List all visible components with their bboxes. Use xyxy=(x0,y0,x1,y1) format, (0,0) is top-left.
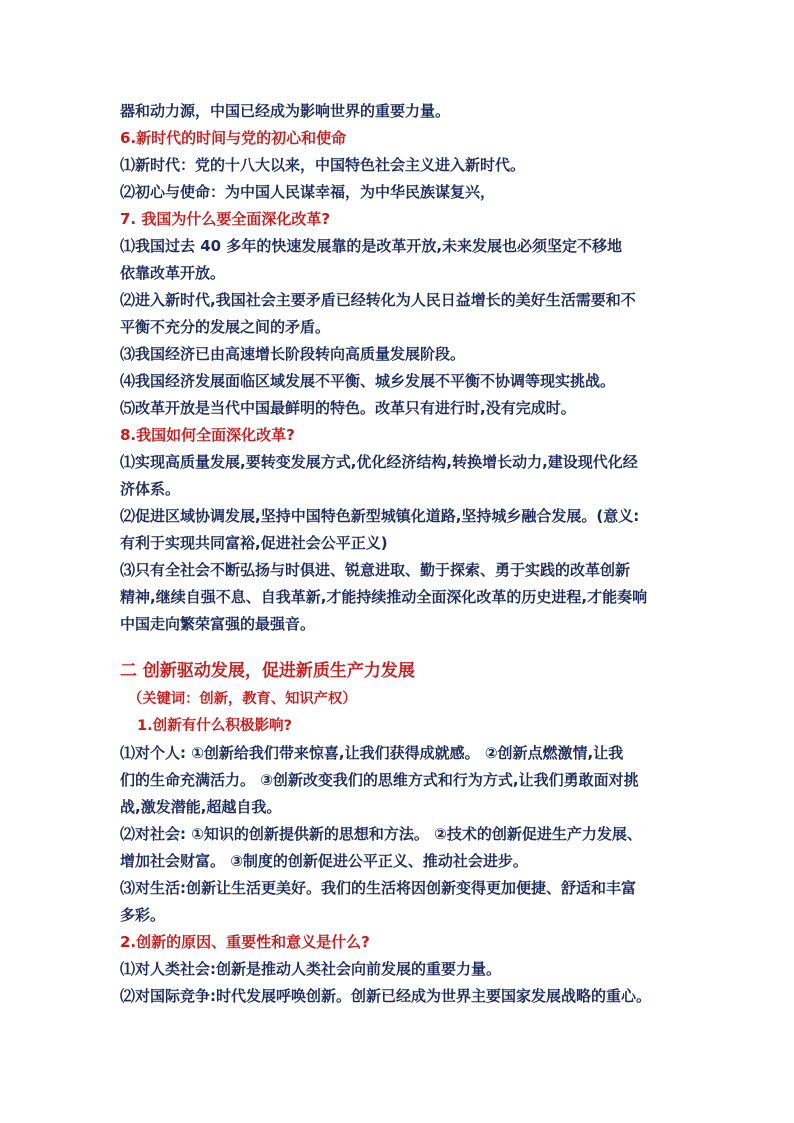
section-heading: 1.创新有什么积极影响? xyxy=(137,717,293,734)
text-line: 战,激发潜能,超越自我。 xyxy=(120,798,282,816)
text-line: ⑵初心与使命：为中国人民谋幸福，为中华民族谋复兴， xyxy=(120,183,496,201)
text-line: ⑶对生活:创新让生活更美好。我们的生活将因创新变得更加便捷、舒适和丰富 xyxy=(120,879,637,897)
section-heading: 8.我国如何全面深化改革? xyxy=(120,426,295,444)
section-heading: 2.创新的原因、重要性和意义是什么? xyxy=(120,933,370,951)
text-line: ⑶我国经济已由高速增长阶段转向高质量发展阶段。 xyxy=(120,345,466,363)
text-line: 依靠改革开放。 xyxy=(120,264,226,282)
text-line: 增加社会财富。 ③制度的创新促进公平正义、推动社会进步。 xyxy=(120,852,528,870)
text-line: ⑴新时代：党的十八大以来，中国特色社会主义进入新时代。 xyxy=(120,156,526,174)
text-line: ⑵对社会: ①知识的创新提供新的思想和方法。 ②技术的创新促进生产力发展、 xyxy=(120,825,642,843)
keywords-line: （关键词：创新，教育、知识产权） xyxy=(128,691,357,707)
text-line: ⑴实现高质量发展,要转变发展方式,优化经济结构,转换增长动力,建设现代化经 xyxy=(120,453,638,471)
text-line: ⑶只有全社会不断弘扬与时俱进、锐意进取、勤于探索、勇于实践的改革创新 xyxy=(120,561,631,579)
chapter-heading: 二 创新驱动发展，促进新质生产力发展 xyxy=(120,661,415,681)
text-line: 济体系。 xyxy=(120,480,181,498)
section-heading: 6.新时代的时间与党的初心和使命 xyxy=(120,129,347,147)
text-line: ⑷我国经济发展面临区域发展不平衡、城乡发展不平衡不协调等现实挑战。 xyxy=(120,372,616,390)
text-line: ⑵促进区域协调发展,坚持中国特色新型城镇化道路,坚持城乡融合发展。(意义: xyxy=(120,507,640,525)
text-line: 精神,继续自强不息、自我革新,才能持续推动全面深化改革的历史进程,才能奏响 xyxy=(120,588,648,606)
text-line: 多彩。 xyxy=(120,906,166,924)
text-line: 有利于实现共同富裕,促进社会公平正义) xyxy=(120,534,388,552)
text-line: 器和动力源，中国已经成为影响世界的重要力量。 xyxy=(120,102,451,120)
text-line: ⑴对个人: ①创新给我们带来惊喜,让我们获得成就感。 ②创新点燃激情,让我 xyxy=(120,744,624,762)
text-line: 中国走向繁荣富强的最强音。 xyxy=(120,615,316,633)
section-heading: 7. 我国为什么要全面深化改革? xyxy=(120,210,331,228)
text-line: ⑵进入新时代,我国社会主要矛盾已经转化为人民日益增长的美好生活需要和不 xyxy=(120,291,636,309)
text-line: ⑸改革开放是当代中国最鲜明的特色。改革只有进行时,没有完成时。 xyxy=(120,399,576,417)
text-line: 们的生命充满活力。 ③创新改变我们的思维方式和行为方式,让我们勇敢面对挑 xyxy=(120,771,639,789)
text-line: ⑵对国际竞争:时代发展呼唤创新。创新已经成为世界主要国家发展战略的重心。 xyxy=(120,987,652,1005)
text-line: 平衡不充分的发展之间的矛盾。 xyxy=(120,318,331,336)
text-line: ⑴对人类社会:创新是推动人类社会向前发展的重要力量。 xyxy=(120,960,502,978)
text-line: ⑴我国过去 40 多年的快速发展靠的是改革开放,未来发展也必须坚定不移地 xyxy=(120,237,623,255)
